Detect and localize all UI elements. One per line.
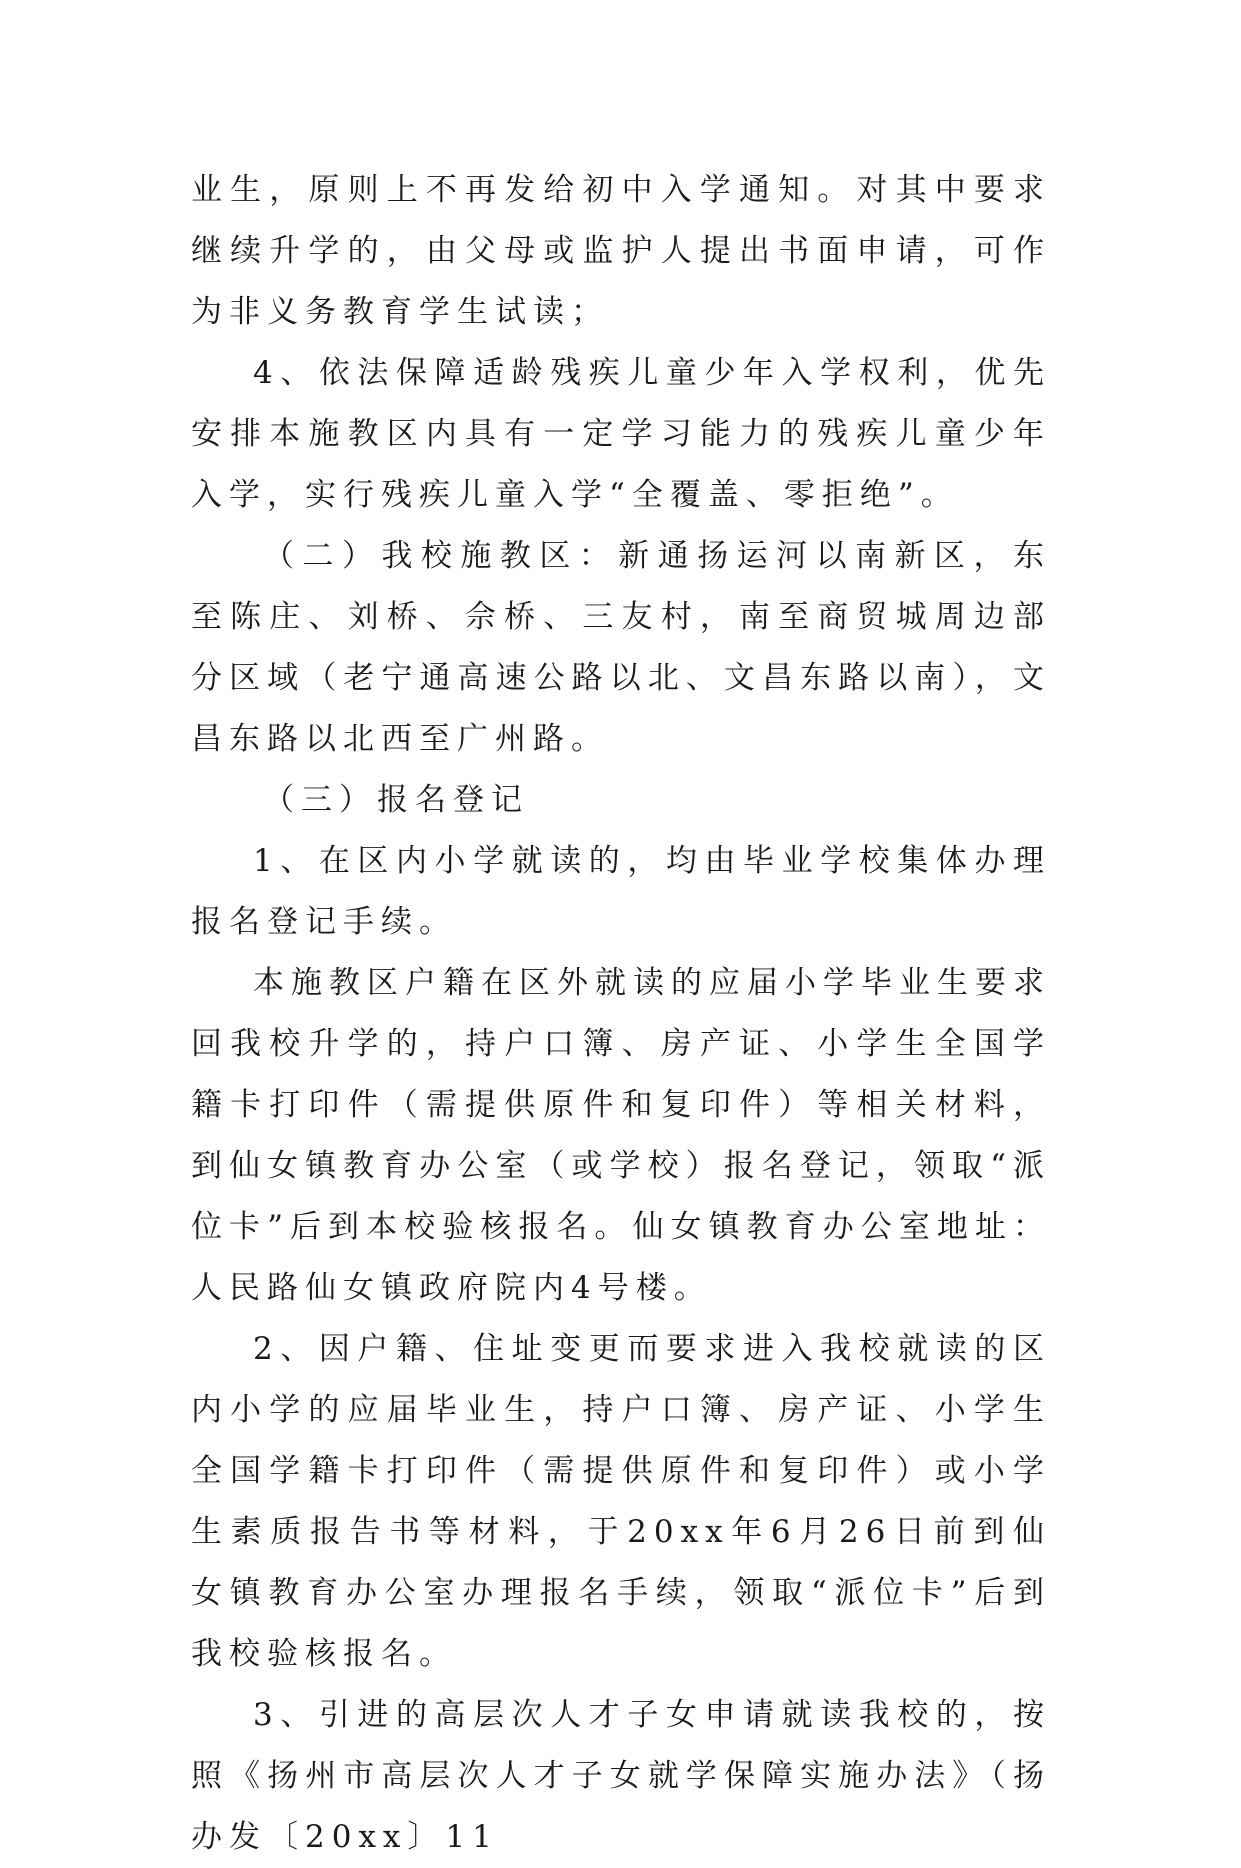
paragraph-section-2: （二）我校施教区：新通扬运河以南新区，东至陈庄、刘桥、佘桥、三友村，南至商贸城周边部分区域（老宁通高速公路以北、文昌东路以南），文昌东路以北西至广州路。	[191, 538, 1051, 757]
document-body	[191, 160, 1051, 1868]
paragraph-item-3: 3、引进的高层次人才子女申请就读我校的，按照《扬州市高层次人才子女就学保障实施办法》（扬办发〔20xx〕11	[191, 1697, 1051, 1855]
paragraph-continuation: 业生，原则上不再发给初中入学通知。对其中要求继续升学的，由父母或监护人提出书面申请，可作为非义务教育学生试读；	[191, 172, 1051, 330]
paragraph-item-4: 4、依法保障适龄残疾儿童少年入学权利，优先安排本施教区内具有一定学习能力的残疾儿童少年入学，实行残疾儿童入学“全覆盖、零拒绝”。	[191, 355, 1051, 513]
paragraph-out-of-district: 本施教区户籍在区外就读的应届小学毕业生要求回我校升学的，持户口簿、房产证、小学生全国学籍卡打印件（需提供原件和复印件）等相关材料，到仙女镇教育办公室（或学校）报名登记，领取“派位卡”后到本校验核报名。仙女镇教育办公室地址：人民路仙女镇政府院内4号楼。	[191, 965, 1051, 1306]
paragraph-item-2: 2、因户籍、住址变更而要求进入我校就读的区内小学的应届毕业生，持户口簿、房产证、小学生全国学籍卡打印件（需提供原件和复印件）或小学生素质报告书等材料，于20xx年6月26日前到仙女镇教育办公室办理报名手续，领取“派位卡”后到我校验核报名。	[191, 1331, 1051, 1672]
section-heading-3: （三）报名登记	[263, 782, 529, 818]
paragraph-item-1: 1、在区内小学就读的，均由毕业学校集体办理报名登记手续。	[191, 843, 1051, 940]
